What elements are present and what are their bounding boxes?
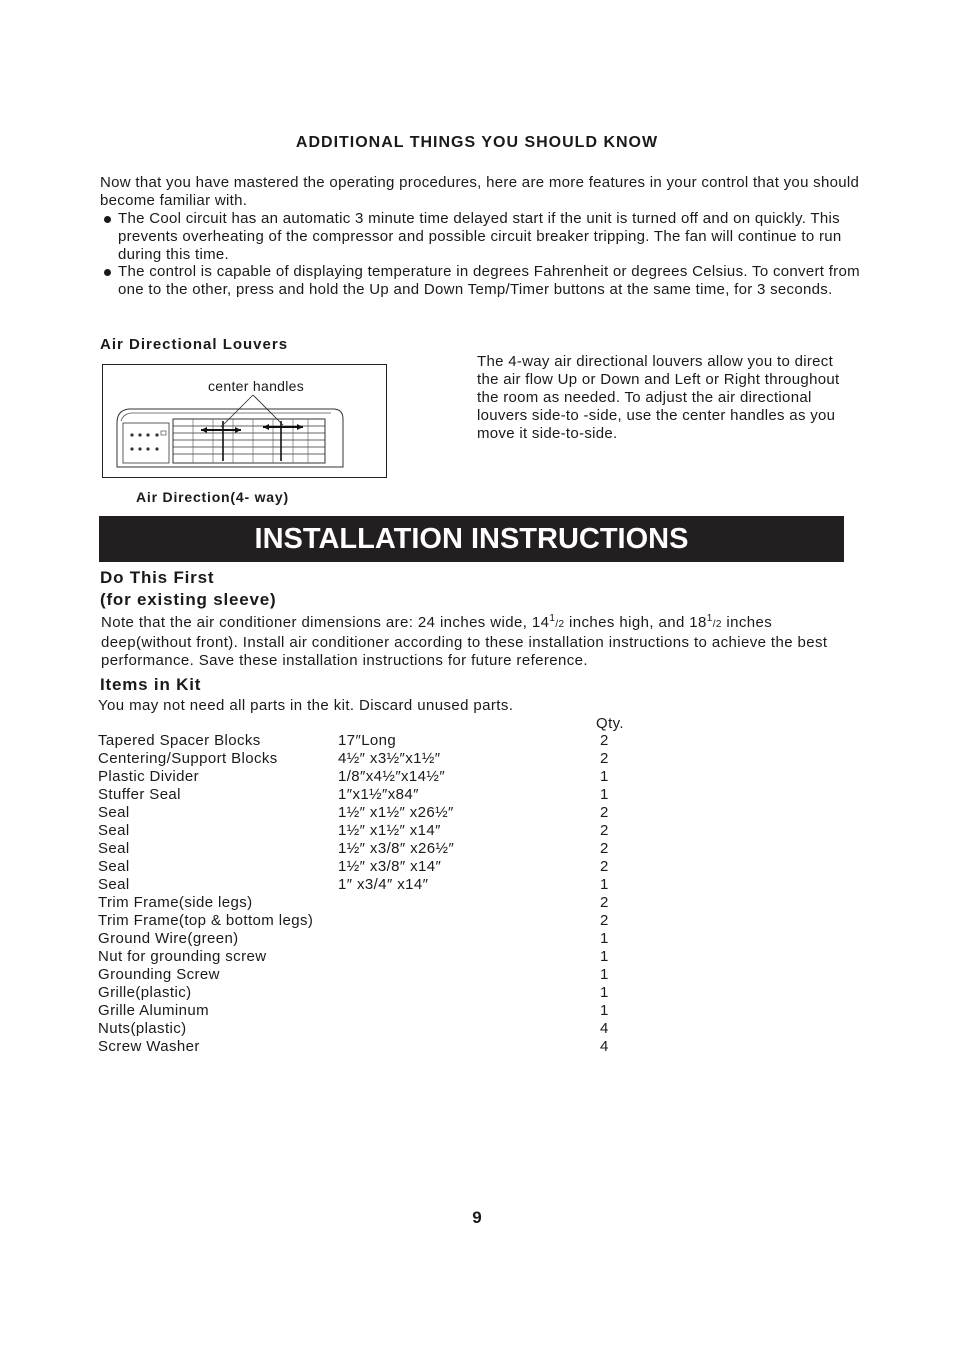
table-row: [98, 768, 638, 786]
item-dim: 1″ x3/4″ x14″: [338, 876, 429, 893]
item-qty: 1: [600, 876, 609, 893]
item-name: Nut for grounding screw: [98, 948, 267, 965]
item-qty: 4: [600, 1038, 609, 1055]
dimensions-note: [101, 614, 861, 670]
item-name: Nuts(plastic): [98, 1020, 187, 1037]
item-qty: 1: [600, 966, 609, 983]
section-heading-additional: ADDITIONAL THINGS YOU SHOULD KNOW: [295, 134, 659, 151]
table-row: [98, 984, 638, 1002]
note-text: inches deep(without front). Install air conditioner according to these installation instructions to achieve the best performance. Save these installation instructions for future reference.: [101, 614, 828, 669]
table-row: [98, 786, 638, 804]
item-qty: 1: [600, 948, 609, 965]
air-conditioner-illustration: [103, 365, 386, 477]
table-row: [98, 876, 638, 894]
item-name: Grounding Screw: [98, 966, 220, 983]
louvers-description: The 4-way air directional louvers allow you to direct the air flow Up or Down and Left or Right throughout the room as needed. To adjust the air directional louvers side-to -side, use the center handles as you move it side-to-side.: [477, 353, 840, 442]
item-qty: 2: [600, 912, 609, 929]
intro-paragraph: Now that you have mastered the operating procedures, here are more features in your control that you should become familiar with.: [100, 174, 860, 209]
table-row: [98, 822, 638, 840]
louvers-title: Air Directional Louvers: [100, 336, 289, 353]
bullet-item: [100, 263, 870, 299]
table-row: [98, 804, 638, 822]
bullet-icon: [104, 269, 111, 276]
do-first-subheading: (for existing sleeve): [100, 590, 277, 609]
item-name: Seal: [98, 858, 130, 875]
figure-caption: Air Direction(4- way): [136, 489, 289, 505]
fraction-denominator: /2: [555, 619, 565, 630]
qty-header: Qty.: [596, 715, 624, 732]
table-row: [98, 930, 638, 948]
item-dim: 1/8″x4½″x14½″: [338, 768, 446, 785]
table-row: [98, 966, 638, 984]
item-dim: 1½″ x1½″ x26½″: [338, 804, 454, 821]
table-row: [98, 858, 638, 876]
item-name: Seal: [98, 876, 130, 893]
item-qty: 2: [600, 732, 609, 749]
table-row: [98, 1020, 638, 1038]
item-qty: 4: [600, 1020, 609, 1037]
item-name: Stuffer Seal: [98, 786, 181, 803]
item-qty: 2: [600, 822, 609, 839]
item-qty: 2: [600, 750, 609, 767]
louver-figure: [102, 364, 387, 478]
bullet-text: The Cool circuit has an automatic 3 minute time delayed start if the unit is turned off and on quickly. This prevents overheating of the compressor and possible circuit breaker tripping. The fan will continue to run during this time.: [118, 210, 842, 263]
item-qty: 2: [600, 894, 609, 911]
table-row: [98, 912, 638, 930]
item-qty: 2: [600, 804, 609, 821]
item-qty: 1: [600, 768, 609, 785]
item-qty: 1: [600, 984, 609, 1001]
fraction-numerator: 1: [549, 613, 556, 624]
fraction-numerator: 1: [706, 613, 713, 624]
section-banner: INSTALLATION INSTRUCTIONS: [99, 516, 844, 562]
items-heading: Items in Kit: [100, 675, 202, 694]
page-number: 9: [472, 1208, 482, 1227]
item-name: Tapered Spacer Blocks: [98, 732, 261, 749]
item-name: Seal: [98, 822, 130, 839]
item-dim: 1½″ x3/8″ x26½″: [338, 840, 455, 857]
item-name: Seal: [98, 804, 130, 821]
item-qty: 2: [600, 840, 609, 857]
item-qty: 2: [600, 858, 609, 875]
items-intro: You may not need all parts in the kit. Discard unused parts.: [98, 697, 514, 714]
table-row: [98, 840, 638, 858]
table-row: [98, 732, 638, 750]
bullet-icon: [104, 216, 111, 223]
item-qty: 1: [600, 930, 609, 947]
bullet-text: The control is capable of displaying temperature in degrees Fahrenheit or degrees Celsius. To convert from one to the other, press and hold the Up and Down Temp/Timer buttons at the same time, for 3 seconds.: [118, 263, 860, 298]
table-row: [98, 948, 638, 966]
item-qty: 1: [600, 786, 609, 803]
item-dim: 17″Long: [338, 732, 397, 749]
fraction-denominator: /2: [712, 619, 722, 630]
item-dim: 1½″ x3/8″ x14″: [338, 858, 442, 875]
note-text: Note that the air conditioner dimensions are: 24 inches wide, 14: [101, 614, 550, 631]
table-row: [98, 894, 638, 912]
figure-label: center handles: [208, 378, 305, 394]
item-qty: 1: [600, 1002, 609, 1019]
item-name: Plastic Divider: [98, 768, 200, 785]
do-first-heading: Do This First: [100, 568, 215, 587]
item-name: Grille Aluminum: [98, 1002, 210, 1019]
item-name: Grille(plastic): [98, 984, 192, 1001]
table-row: [98, 1038, 638, 1056]
item-dim: 4½″ x3½″x1½″: [338, 750, 441, 767]
item-name: Screw Washer: [98, 1038, 200, 1055]
table-row: [98, 1002, 638, 1020]
item-dim: 1½″ x1½″ x14″: [338, 822, 441, 839]
item-name: Seal: [98, 840, 130, 857]
item-dim: 1″x1½″x84″: [338, 786, 419, 803]
item-name: Trim Frame(top & bottom legs): [98, 912, 314, 929]
note-text: inches high, and 18: [564, 614, 707, 631]
table-row: [98, 750, 638, 768]
item-name: Ground Wire(green): [98, 930, 239, 947]
item-name: Centering/Support Blocks: [98, 750, 278, 767]
bullet-item: [100, 210, 870, 264]
item-name: Trim Frame(side legs): [98, 894, 253, 911]
